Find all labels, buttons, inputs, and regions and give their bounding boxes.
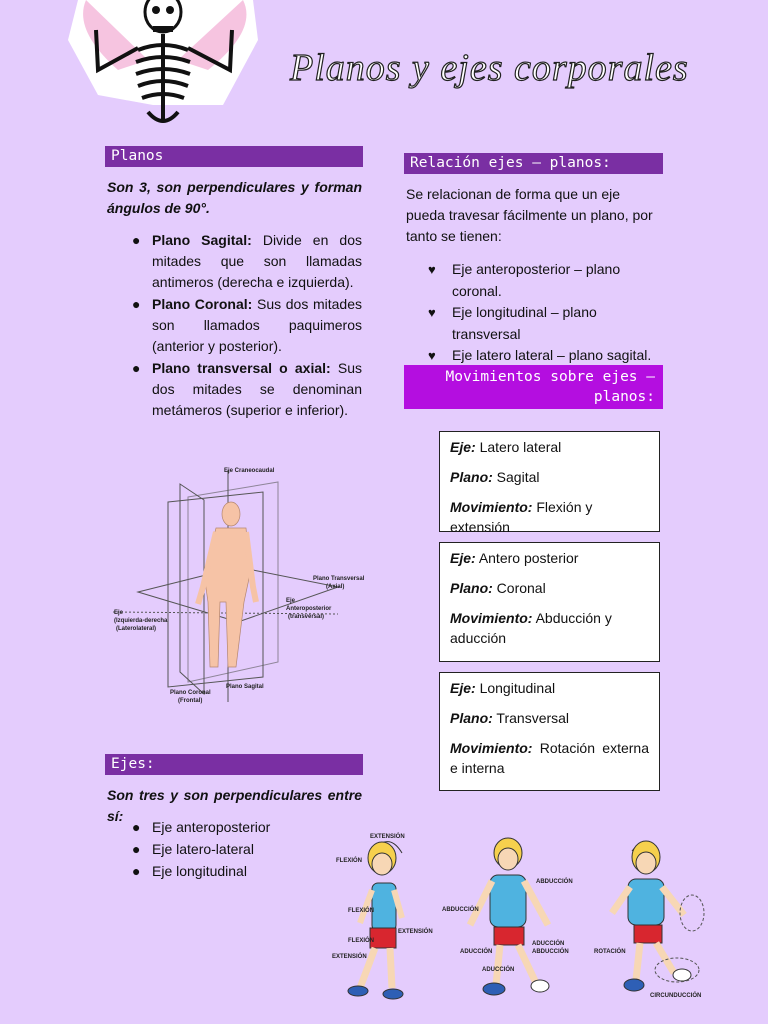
list-item: ● Eje latero-lateral <box>132 841 254 857</box>
planos-list <box>132 230 363 422</box>
ejes-list <box>132 817 352 883</box>
figure-abduccion-aduccion <box>440 835 590 1005</box>
svg-text:ABDUCCIÓN: ABDUCCIÓN <box>532 949 569 955</box>
label-eje-right-sub2: (transversal) <box>288 614 325 620</box>
relacion-heading: Relación ejes – planos: <box>404 153 663 174</box>
label-plano-transversal: Plano Transversal <box>313 576 365 582</box>
movement-box-longitudinal: Eje: Longitudinal Plano: Transversal Movimiento: Rotación externa e interna <box>439 672 660 791</box>
svg-text:EXTENSIÓN: EXTENSIÓN <box>370 834 405 840</box>
label-plano-sagital: Plano Sagital <box>226 684 264 690</box>
list-item: ● Eje anteroposterior <box>132 819 271 835</box>
planos-heading: Planos <box>105 146 363 167</box>
movimientos-heading: Movimientos sobre ejes – planos: <box>404 365 663 409</box>
ejes-intro: Son tres y son perpendiculares entre sí: <box>107 787 362 824</box>
skeleton-sticker-icon <box>58 0 268 138</box>
svg-text:FLEXIÓN: FLEXIÓN <box>348 938 375 944</box>
label-eje-right: Eje <box>286 598 296 604</box>
svg-text:EXTENSIÓN: EXTENSIÓN <box>332 954 367 960</box>
list-item: ● Plano transversal o axial: Sus dos mitades se denominan metámeros (superior e inferior). <box>132 360 362 418</box>
svg-text:ADUCCIÓN: ADUCCIÓN <box>532 941 565 947</box>
list-item: ● Plano Sagital: Divide en dos mitades que son llamadas antimeros (derecha e izquierda). <box>132 232 363 290</box>
svg-text:CIRCUNDUCCIÓN: CIRCUNDUCCIÓN <box>650 993 702 999</box>
svg-text:ADUCCIÓN: ADUCCIÓN <box>482 967 515 973</box>
planos-intro: Son 3, son perpendiculares y forman ángulos de 90°. <box>107 179 362 216</box>
label-eje-craneocaudal: Eje Craneocaudal <box>224 468 275 474</box>
svg-text:FLEXIÓN: FLEXIÓN <box>336 858 363 864</box>
list-item: ● Plano Coronal: Sus dos mitades son llamados paquimeros (anterior y posterior). <box>132 296 363 354</box>
movement-box-antero-posterior: Eje: Antero posterior Plano: Coronal Movimiento: Abducción y aducción <box>439 542 660 662</box>
list-item: ♥ Eje longitudinal – plano transversal <box>428 304 597 342</box>
label-eje-right-sub1: Anteroposterior <box>286 606 332 612</box>
movement-box-latero-lateral: Eje: Latero lateral Plano: Sagital Movimiento: Flexión y extensión <box>439 431 660 532</box>
heart-icon: ♥ <box>428 262 436 277</box>
list-item: ● Eje longitudinal <box>132 863 247 879</box>
svg-text:ABDUCCIÓN: ABDUCCIÓN <box>442 907 479 913</box>
label-eje-left: Eje <box>114 610 124 616</box>
heart-icon: ♥ <box>428 348 436 363</box>
label-frontal: (Frontal) <box>178 698 203 704</box>
label-eje-left-sub2: (Laterolateral) <box>116 626 157 632</box>
label-plano-coronal: Plano Coronal <box>170 690 211 696</box>
list-item: ♥ Eje anteroposterior – plano coronal. <box>428 261 621 299</box>
svg-text:ROTACIÓN: ROTACIÓN <box>594 949 626 955</box>
svg-text:ADUCCIÓN: ADUCCIÓN <box>460 949 493 955</box>
label-axial: (Axial) <box>326 584 345 590</box>
list-item: ♥ Eje latero lateral – plano sagital. <box>428 345 668 367</box>
relacion-list <box>428 259 668 367</box>
svg-text:FLEXIÓN: FLEXIÓN <box>348 908 375 914</box>
body-planes-diagram <box>108 462 368 712</box>
relacion-text: Se relacionan de forma que un eje pueda travesar fácilmente un plano, por tanto se tienen: <box>406 186 653 244</box>
heart-icon: ♥ <box>428 305 436 320</box>
figure-flexion-extension <box>330 828 440 1008</box>
figure-rotacion <box>592 835 722 1005</box>
ejes-heading: Ejes: <box>105 754 363 775</box>
page-title: Planos y ejes corporales <box>290 47 689 89</box>
label-eje-left-sub1: (Izquierda-derecha <box>114 618 168 624</box>
svg-text:EXTENSIÓN: EXTENSIÓN <box>398 929 433 935</box>
svg-text:ABDUCCIÓN: ABDUCCIÓN <box>536 879 573 885</box>
